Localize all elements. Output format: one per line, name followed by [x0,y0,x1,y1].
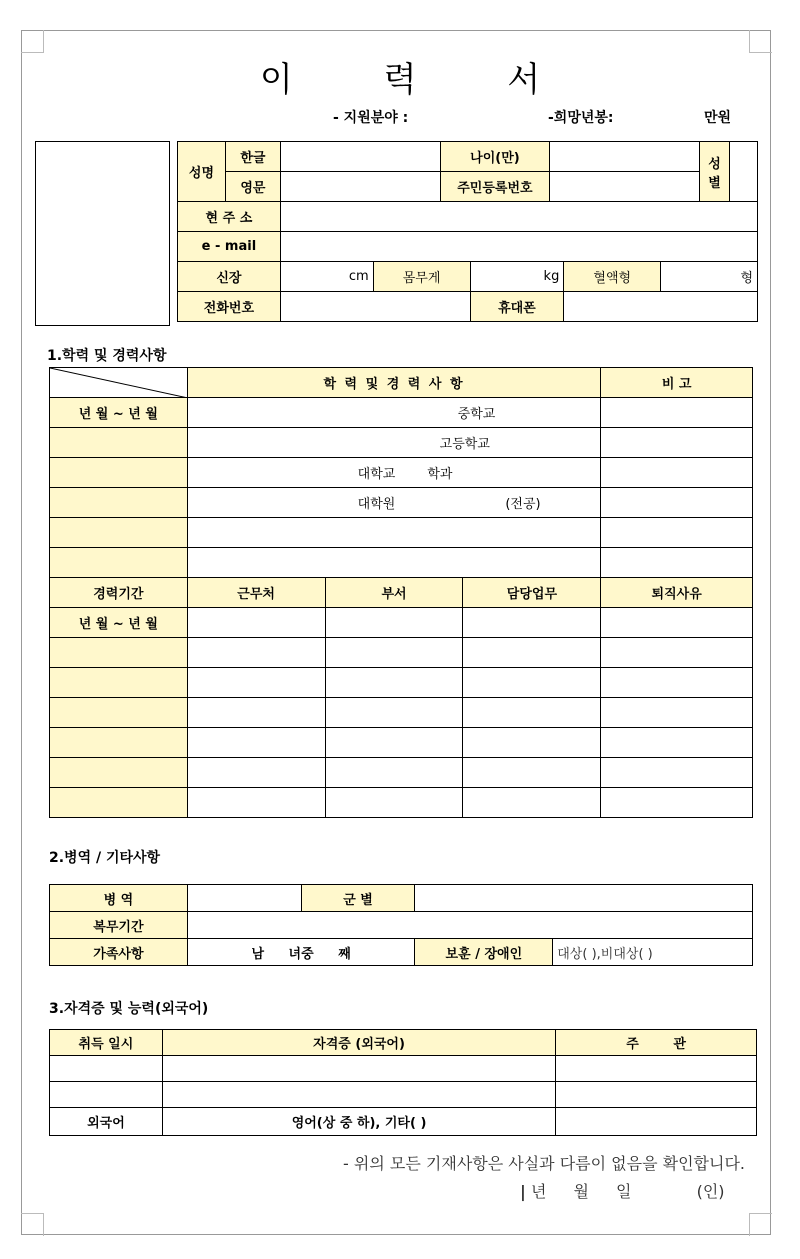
cert-name-field[interactable] [162,1082,555,1108]
corner-diagonal-cell [50,368,188,398]
period-cell [50,638,188,668]
education-header: 학 력 및 경 력 사 항 [187,368,601,398]
education-field[interactable] [187,548,601,578]
corner-mark [749,1213,772,1236]
career-cell[interactable] [601,758,753,788]
seal-text: (인) [696,1182,725,1201]
career-cell[interactable] [325,788,463,818]
duty-header: 담당업무 [463,578,601,608]
career-cell[interactable] [463,758,601,788]
gender-label: 성 별 [700,142,730,202]
date-line [520,1179,725,1202]
career-cell[interactable] [187,758,325,788]
career-cell[interactable] [463,638,601,668]
email-field[interactable] [280,232,757,262]
career-cell[interactable] [325,698,463,728]
career-period-label: 년 월 ~ 년 월 [50,608,188,638]
date-header: 취득 일시 [50,1030,163,1056]
phone-label: 전화번호 [178,292,281,322]
section3-title: 3.자격증 및 능력(외국어) [49,1001,209,1017]
note-field[interactable] [601,488,753,518]
career-cell[interactable] [463,788,601,818]
note-header: 비 고 [601,368,753,398]
family-field[interactable]: 남 녀중 째 [187,939,415,966]
dept-text: 학과 [427,467,453,482]
mobile-field[interactable] [564,292,758,322]
personal-table [177,141,758,202]
cert-date-field[interactable] [50,1056,163,1082]
career-cell[interactable] [325,728,463,758]
certificate-header: 자격증 (외국어) [162,1030,555,1056]
gender-field[interactable] [730,142,758,202]
korean-name-field[interactable] [280,142,440,172]
military-field[interactable] [187,885,301,912]
period-cell [50,758,188,788]
grad-text: 대학원 [357,497,396,512]
leave-reason-header: 퇴직사유 [601,578,753,608]
career-cell[interactable] [187,638,325,668]
note-field[interactable] [601,428,753,458]
language-label: 외국어 [50,1108,163,1136]
grad-school-field[interactable] [187,488,601,518]
note-field[interactable] [601,398,753,428]
career-cell[interactable] [187,698,325,728]
career-cell[interactable] [187,728,325,758]
period-cell [50,668,188,698]
organizer-header: 주 관 [556,1030,757,1056]
email-label: e - mail [178,232,281,262]
weight-field[interactable]: kg [470,262,564,292]
career-cell[interactable] [601,788,753,818]
career-cell[interactable] [463,668,601,698]
middle-school-field[interactable]: 중학교 [187,398,601,428]
education-career-table [49,367,753,818]
workplace-header: 근무처 [187,578,325,608]
career-cell[interactable] [325,608,463,638]
career-cell[interactable] [187,668,325,698]
period-cell [50,488,188,518]
family-label: 가족사항 [50,939,188,966]
language-org-field[interactable] [556,1108,757,1136]
date-text: 년 월 일 [530,1182,632,1201]
career-cell[interactable] [325,638,463,668]
career-cell[interactable] [187,788,325,818]
service-label: 복무기간 [50,912,188,939]
certificate-table [49,1029,757,1136]
veteran-field[interactable]: 대상( ),비대상( ) [553,939,753,966]
high-school-field[interactable]: 고등학교 [187,428,601,458]
name-label: 성명 [178,142,226,202]
period-cell [50,788,188,818]
section2-title: 2.병역 / 기타사항 [49,850,161,866]
branch-label: 군 별 [301,885,415,912]
career-cell[interactable] [325,758,463,788]
corner-mark [21,30,44,53]
corner-mark [749,30,772,53]
note-field[interactable] [601,458,753,488]
id-number-field[interactable] [550,172,700,202]
period-label: 년 월 ~ 년 월 [50,398,188,428]
career-cell[interactable] [463,728,601,758]
period-cell [50,428,188,458]
career-cell[interactable] [601,638,753,668]
weight-label: 몸무게 [373,262,470,292]
address-field[interactable] [280,202,757,232]
english-label: 영문 [225,172,280,202]
height-label: 신장 [178,262,281,292]
career-cell[interactable] [463,698,601,728]
korean-label: 한글 [225,142,280,172]
career-period-header: 경력기간 [50,578,188,608]
department-header: 부서 [325,578,463,608]
military-label: 병 역 [50,885,188,912]
age-label: 나이(만) [440,142,550,172]
note-field[interactable] [601,518,753,548]
blood-label: 혈액형 [564,262,661,292]
corner-mark [21,1213,44,1236]
cert-date-field[interactable] [50,1082,163,1108]
field-label: - 지원분야 : [333,110,409,126]
mobile-label: 휴대폰 [470,292,564,322]
period-cell [50,728,188,758]
branch-field[interactable] [415,885,753,912]
salary-label: -희망년봉: [548,110,614,126]
phone-field[interactable] [280,292,470,322]
period-cell [50,548,188,578]
military-table [49,884,753,966]
salary-unit: 만원 [704,110,732,126]
section1-title: 1.학력 및 경력사항 [47,348,167,364]
page-title: 이 력 서 [259,60,581,100]
education-field[interactable] [187,518,601,548]
career-cell[interactable] [463,608,601,638]
diagonal-line [50,368,188,398]
period-cell [50,458,188,488]
note-field[interactable] [601,548,753,578]
language-field[interactable]: 영어(상 중 하), 기타( ) [162,1108,555,1136]
career-cell[interactable] [601,608,753,638]
cert-org-field[interactable] [556,1056,757,1082]
age-field[interactable] [550,142,700,172]
address-label: 현 주 소 [178,202,281,232]
english-name-field[interactable] [280,172,440,202]
service-field[interactable] [187,912,752,939]
contact-table [177,201,758,322]
career-cell[interactable] [187,608,325,638]
university-text: 대학교 [357,467,396,482]
height-field[interactable]: cm [280,262,373,292]
id-number-label: 주민등록번호 [440,172,550,202]
career-cell[interactable] [601,728,753,758]
cert-name-field[interactable] [162,1056,555,1082]
photo-box[interactable] [35,141,170,326]
career-cell[interactable] [601,698,753,728]
confirmation-text: - 위의 모든 기재사항은 사실과 다름이 없음을 확인합니다. [343,1154,745,1173]
major-text: (전공) [505,497,541,512]
cert-org-field[interactable] [556,1082,757,1108]
career-cell[interactable] [325,668,463,698]
career-cell[interactable] [601,668,753,698]
period-cell [50,698,188,728]
university-field[interactable] [187,458,601,488]
blood-field[interactable]: 형 [661,262,758,292]
cursor-bar: | [520,1182,526,1201]
period-cell [50,518,188,548]
veteran-label: 보훈 / 장애인 [415,939,553,966]
